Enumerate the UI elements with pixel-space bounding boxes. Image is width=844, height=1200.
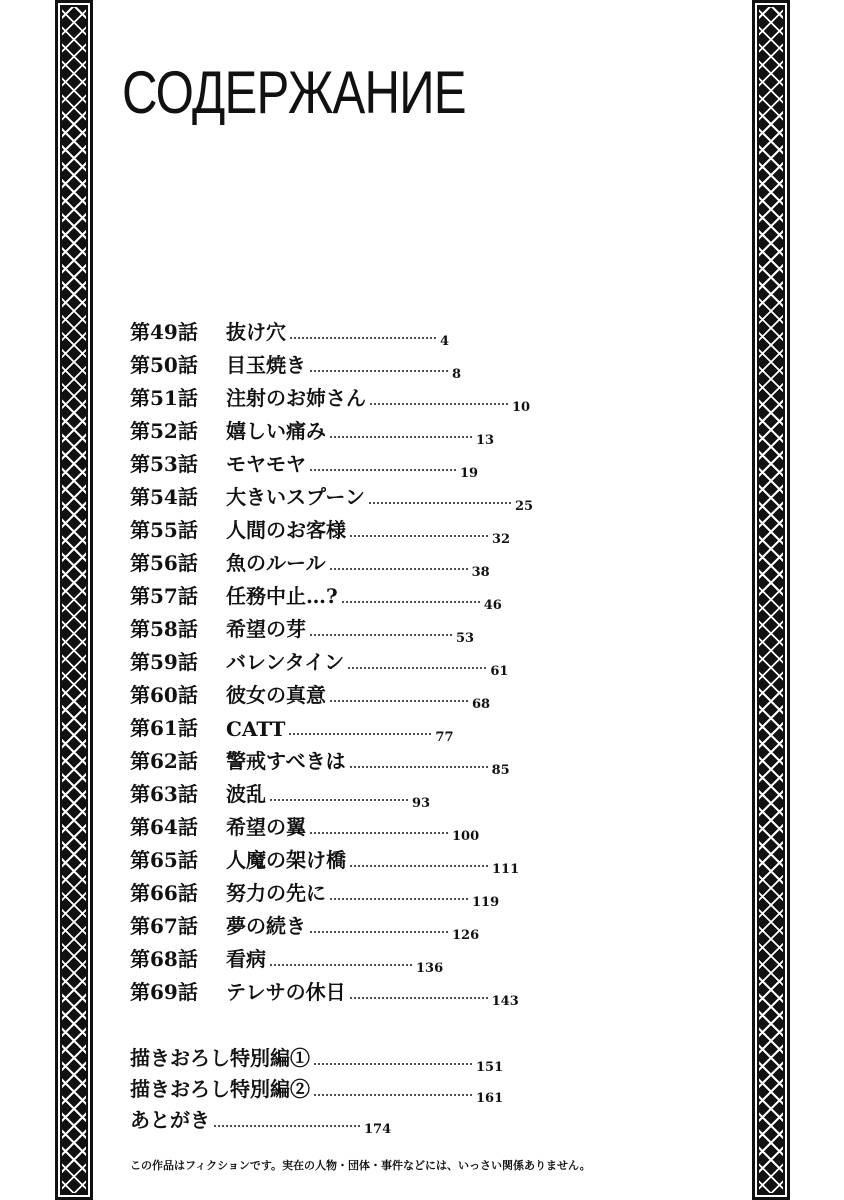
chapter-number: 第55話: [130, 518, 198, 542]
dot-leader: [213, 1125, 361, 1127]
dot-leader: [349, 865, 489, 867]
toc-row[interactable]: [130, 642, 730, 679]
chapter-number: 第69話: [130, 980, 198, 1004]
page-number: 119: [472, 895, 500, 910]
chapter-number: 第58話: [130, 617, 198, 641]
chapter-number: 第56話: [130, 551, 198, 575]
chapter-number: 第57話: [130, 584, 198, 608]
dot-leader: [269, 799, 409, 801]
toc-row[interactable]: [130, 972, 730, 1009]
dot-leader: [329, 436, 473, 438]
page-number: 4: [440, 334, 450, 349]
chapter-number: 第54話: [130, 485, 198, 509]
chapter-number: 第53話: [130, 452, 198, 476]
chapter-title: 警戒すべきは: [226, 749, 346, 773]
toc-row[interactable]: [130, 411, 730, 448]
chapter-title: CATT: [226, 717, 286, 741]
page-number: 143: [491, 994, 519, 1009]
chapter-list: [130, 312, 730, 1009]
chapter-title: 人間のお客様: [226, 518, 346, 542]
toc-row[interactable]: [130, 312, 730, 349]
toc-row[interactable]: [130, 378, 730, 415]
chapter-number: 第64話: [130, 815, 198, 839]
page-number: 13: [476, 433, 495, 448]
page-number: 61: [490, 664, 509, 679]
dot-leader: [349, 535, 489, 537]
chapter-number: 第61話: [130, 716, 198, 740]
dot-leader: [329, 568, 469, 570]
page-number: 100: [452, 829, 480, 844]
chapter-title: 波乱: [226, 782, 266, 806]
page-number: 126: [452, 928, 480, 943]
toc-row[interactable]: [130, 510, 730, 547]
dot-leader: [349, 997, 489, 999]
chapter-title: 人魔の架け橋: [226, 848, 346, 872]
chapter-number: 第59話: [130, 650, 198, 674]
chapter-title: 希望の翼: [226, 815, 306, 839]
chapter-title: テレサの休日: [226, 980, 346, 1004]
page-number: 19: [460, 466, 479, 481]
toc-row[interactable]: [130, 609, 730, 646]
dot-leader: [309, 931, 449, 933]
chapter-title: 努力の先に: [226, 881, 326, 905]
page-number: 111: [492, 862, 520, 877]
chapter-number: 第62話: [130, 749, 198, 773]
page-number: 10: [512, 400, 531, 415]
page-number: 136: [416, 961, 444, 976]
toc-row[interactable]: [130, 345, 730, 382]
page-number: 32: [492, 532, 511, 547]
chapter-title: 嬉しい痛み: [226, 419, 326, 443]
toc-row[interactable]: [130, 576, 730, 613]
extra-title: あとがき: [130, 1108, 210, 1132]
chapter-title: 希望の芽: [226, 617, 306, 641]
chapter-title: 夢の続き: [226, 914, 306, 938]
extras-list: [130, 1040, 730, 1137]
dot-leader: [313, 1094, 473, 1096]
dot-leader: [269, 964, 413, 966]
toc-row[interactable]: [130, 1102, 730, 1137]
dot-leader: [309, 832, 449, 834]
toc-row[interactable]: [130, 708, 730, 745]
dot-leader: [329, 700, 469, 702]
extra-title: 描きおろし特別編①: [130, 1046, 310, 1070]
toc-row[interactable]: [130, 873, 730, 910]
dot-leader: [309, 634, 453, 636]
chapter-title: 大きいスプーン: [226, 485, 365, 509]
toc-row[interactable]: [130, 741, 730, 778]
dot-leader: [341, 601, 481, 603]
chapter-title: 任務中止…?: [226, 584, 338, 608]
page-number: 77: [435, 730, 454, 745]
page-number: 161: [476, 1091, 504, 1106]
decorative-border-right: [752, 0, 790, 1200]
toc-row[interactable]: [130, 840, 730, 877]
chapter-number: 第68話: [130, 947, 198, 971]
chapter-title: 目玉焼き: [226, 353, 306, 377]
page-number: 53: [456, 631, 475, 646]
chapter-number: 第67話: [130, 914, 198, 938]
dot-leader: [309, 469, 457, 471]
dot-leader: [289, 337, 437, 339]
chapter-title: 魚のルール: [226, 551, 326, 575]
chapter-title: 注射のお姉さん: [226, 386, 366, 410]
toc-row[interactable]: [130, 807, 730, 844]
toc-row[interactable]: [130, 939, 730, 976]
chapter-title: モヤモヤ: [226, 452, 306, 476]
dot-leader: [313, 1063, 473, 1065]
toc-row[interactable]: [130, 774, 730, 811]
toc-row[interactable]: [130, 477, 730, 514]
page-number: 68: [472, 697, 491, 712]
dot-leader: [368, 502, 512, 504]
extra-title: 描きおろし特別編②: [130, 1077, 310, 1101]
toc-row[interactable]: [130, 675, 730, 712]
chapter-title: 抜け穴: [226, 320, 286, 344]
chapter-number: 第60話: [130, 683, 198, 707]
chapter-number: 第63話: [130, 782, 198, 806]
dot-leader: [309, 370, 449, 372]
page-number: 151: [476, 1060, 504, 1075]
chapter-number: 第50話: [130, 353, 198, 377]
fiction-disclaimer: この作品はフィクションです。実在の人物・団体・事件などには、いっさい関係ありません。: [130, 1159, 591, 1172]
page-title: СОДЕРЖАНИЕ: [122, 59, 466, 126]
page-number: 46: [483, 598, 502, 613]
dot-leader: [347, 667, 487, 669]
dot-leader: [329, 898, 469, 900]
dot-leader: [349, 766, 489, 768]
chapter-number: 第52話: [130, 419, 198, 443]
page-number: 174: [364, 1122, 392, 1137]
chapter-title: 彼女の真意: [226, 683, 326, 707]
page-number: 8: [452, 367, 462, 382]
toc-row[interactable]: [130, 1071, 730, 1106]
page-number: 25: [515, 499, 534, 514]
toc-row[interactable]: [130, 906, 730, 943]
chapter-title: 看病: [226, 947, 266, 971]
chapter-number: 第49話: [130, 320, 198, 344]
chapter-number: 第65話: [130, 848, 198, 872]
page-number: 85: [491, 763, 510, 778]
chapter-number: 第66話: [130, 881, 198, 905]
dot-leader: [369, 403, 509, 405]
toc-row[interactable]: [130, 1040, 730, 1075]
dot-leader: [288, 733, 432, 735]
toc-row[interactable]: [130, 543, 730, 580]
chapter-title: バレンタイン: [226, 650, 345, 674]
page-number: 38: [471, 565, 490, 580]
toc-row[interactable]: [130, 444, 730, 481]
chapter-number: 第51話: [130, 386, 198, 410]
decorative-border-left: [55, 0, 93, 1200]
page-number: 93: [412, 796, 431, 811]
